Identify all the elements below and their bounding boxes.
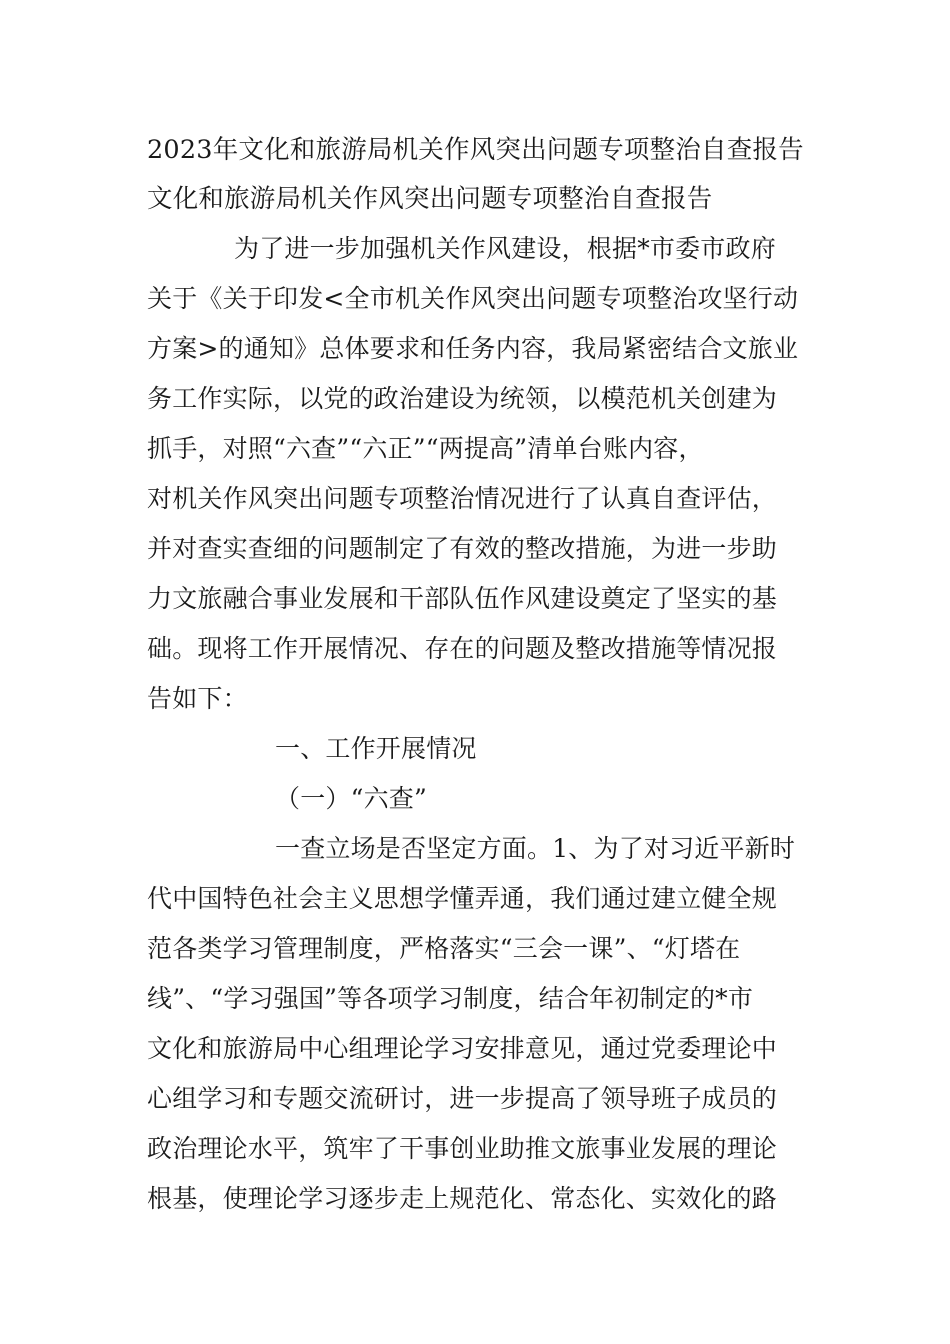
paragraph-line: 方案>的通知》总体要求和任务内容，我局紧密结合文旅业: [147, 334, 799, 363]
paragraph-line: 并对查实查细的问题制定了有效的整改措施，为进一步助: [147, 534, 778, 563]
paragraph-line: 对机关作风突出问题专项整治情况进行了认真自查评估，: [147, 484, 778, 513]
paragraph-line: 文化和旅游局中心组理论学习安排意见，通过党委理论中: [147, 1034, 778, 1063]
paragraph-line: 力文旅融合事业发展和干部队伍作风建设奠定了坚实的基: [147, 584, 778, 613]
paragraph-line: 务工作实际，以党的政治建设为统领，以模范机关创建为: [147, 384, 778, 413]
paragraph-line: 告如下：: [147, 684, 248, 713]
paragraph-line: 范各类学习管理制度，严格落实“三会一课”、“灯塔在: [147, 934, 741, 963]
section-heading: 一、工作开展情况: [275, 734, 477, 763]
paragraph-line: 一查立场是否坚定方面。1、为了对习近平新时: [275, 834, 796, 863]
paragraph-line: 政治理论水平，筑牢了干事创业助推文旅事业发展的理论: [147, 1134, 778, 1163]
paragraph-line: 关于《关于印发<全市机关作风突出问题专项整治攻坚行动: [147, 284, 799, 313]
paragraph-line: 为了进一步加强机关作风建设，根据*市委市政府: [234, 234, 776, 263]
document-subtitle: 文化和旅游局机关作风突出问题专项整治自查报告: [147, 184, 713, 214]
paragraph-line: 抓手，对照“六查”“六正”“两提高”清单台账内容，: [147, 434, 704, 463]
paragraph-line: 代中国特色社会主义思想学懂弄通，我们通过建立健全规: [147, 884, 778, 913]
subsection-heading: （一）“六查”: [275, 784, 427, 813]
paragraph-line: 线”、“学习强国”等各项学习制度，结合年初制定的*市: [147, 984, 754, 1013]
document-title: 2023年文化和旅游局机关作风突出问题专项整治自查报告: [147, 135, 804, 165]
paragraph-line: 心组学习和专题交流研讨，进一步提高了领导班子成员的: [147, 1084, 778, 1113]
paragraph-line: 根基，使理论学习逐步走上规范化、常态化、实效化的路: [147, 1184, 778, 1213]
paragraph-line: 础。现将工作开展情况、存在的问题及整改措施等情况报: [147, 634, 778, 663]
